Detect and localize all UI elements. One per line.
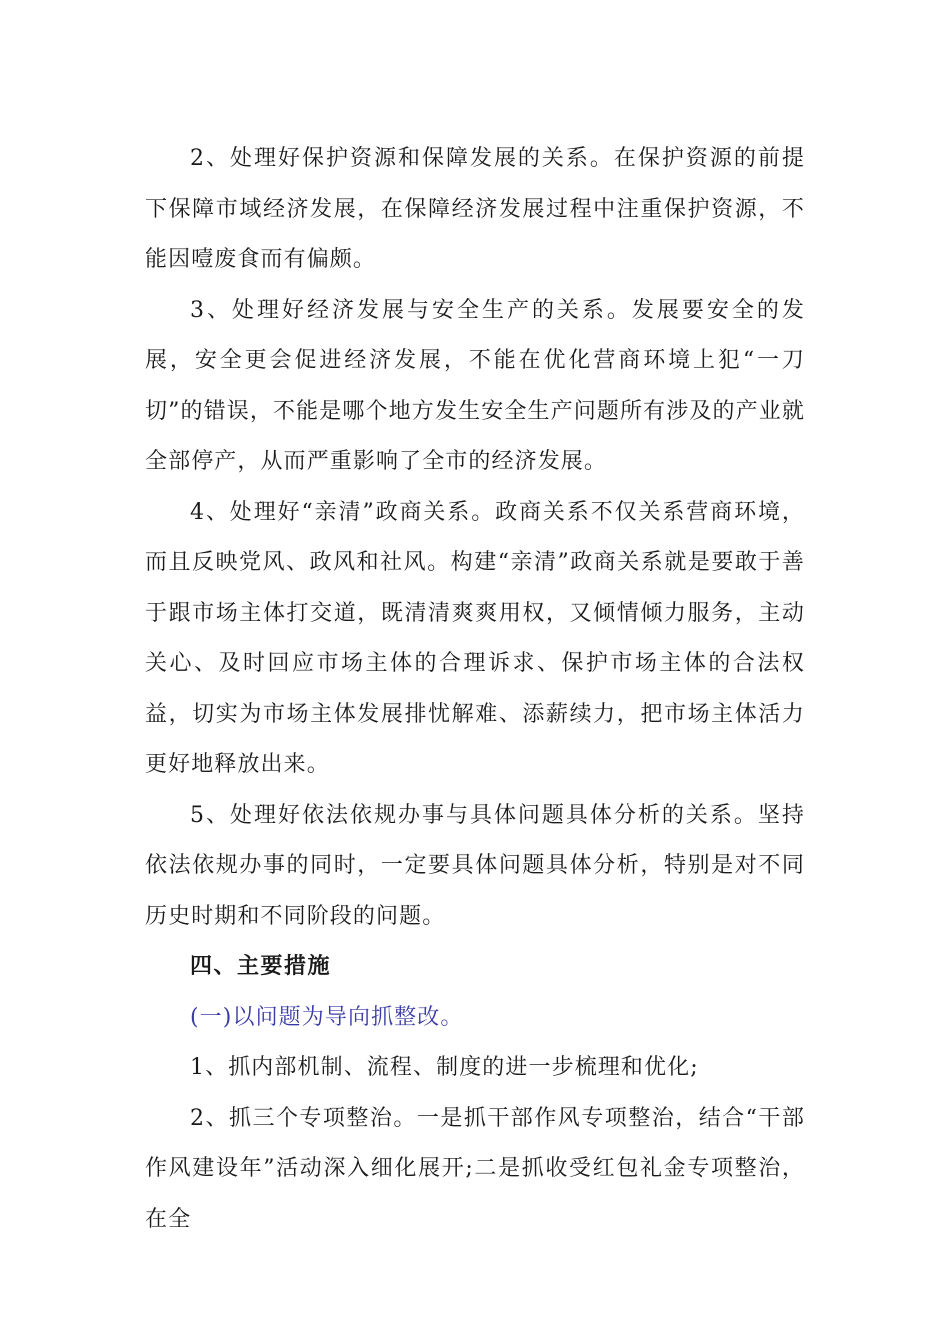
paragraph-3: 3、处理好经济发展与安全生产的关系。发展要安全的发展，安全更会促进经济发展，不能在优化营商环境上犯“一刀切”的错误，不能是哪个地方发生安全生产问题所有涉及的产业就全部停产，从而严重影响了全市的经济发展。: [145, 297, 805, 474]
section-heading: 四、主要措施: [190, 954, 332, 979]
item-1: 1、抓内部机制、流程、制度的进一步梳理和优化;: [190, 1055, 699, 1080]
item-2: 2、抓三个专项整治。一是抓干部作风专项整治，结合“干部作风建设年”活动深入细化展开;二是抓收受红包礼金专项整治，在全: [145, 1105, 805, 1232]
document-body: [145, 134, 805, 1245]
paragraph-5: 5、处理好依法依规办事与具体问题具体分析的关系。坚持依法依规办事的同时，一定要具体问题具体分析，特别是对不同历史时期和不同阶段的问题。: [145, 802, 805, 929]
subheading: (一)以问题为导向抓整改。: [190, 1004, 464, 1030]
paragraph-2: 2、处理好保护资源和保障发展的关系。在保护资源的前提下保障市域经济发展，在保障经济发展过程中注重保护资源，不能因噎废食而有偏颇。: [145, 146, 805, 272]
paragraph-4: 4、处理好“亲清”政商关系。政商关系不仅关系营商环境，而且反映党风、政风和社风。构建“亲清”政商关系就是要敢于善于跟市场主体打交道，既清清爽爽用权，又倾情倾力服务，主动关心、及时回应市场主体的合理诉求、保护市场主体的合法权益，切实为市场主体发展排忧解难、添薪续力，把市场主体活力更好地释放出来。: [145, 499, 805, 777]
